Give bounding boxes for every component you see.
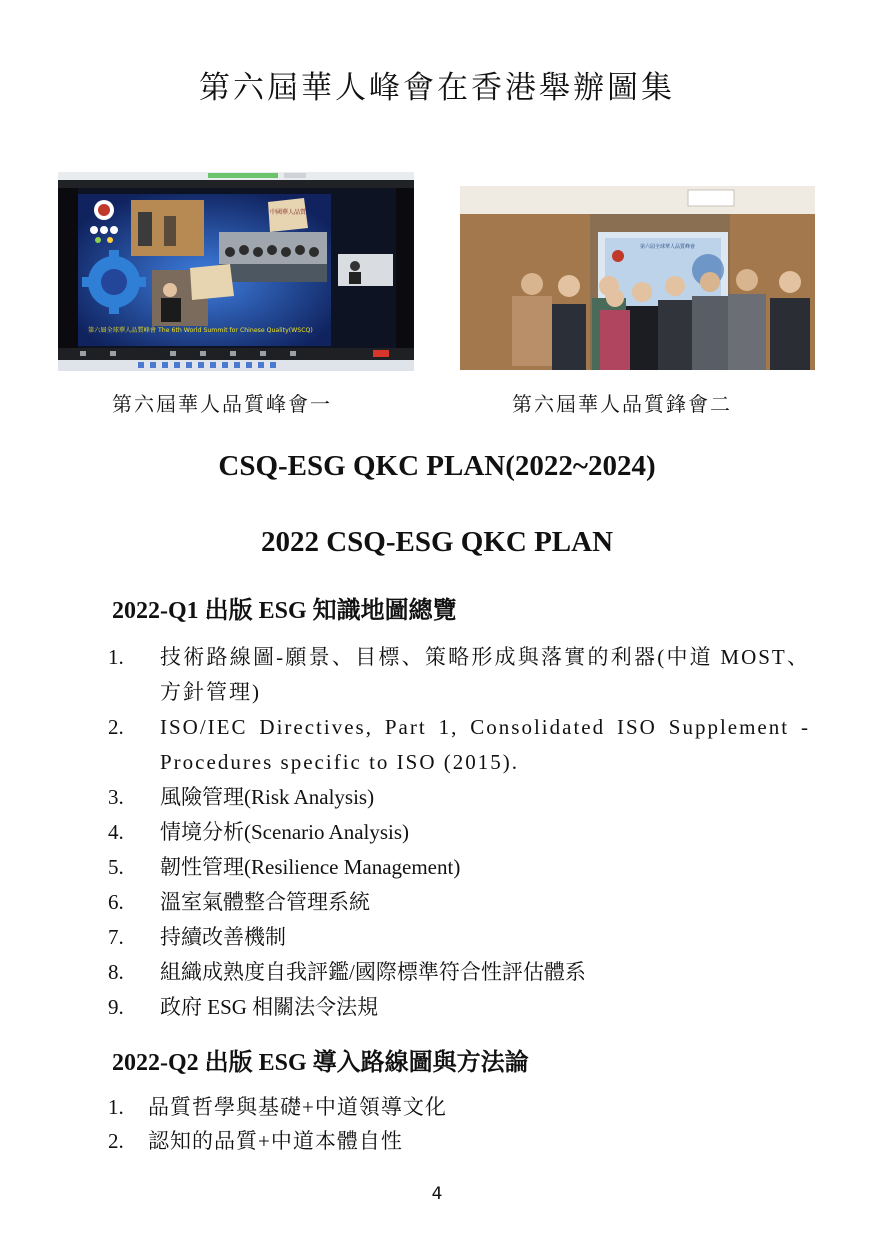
list-item-number: 1. [108, 1095, 124, 1119]
list-item-number: 2. [108, 715, 124, 739]
screen-text: 第六屆全球華人品質峰會 [640, 244, 696, 250]
list-item-number: 1. [108, 645, 124, 669]
list-item [108, 990, 810, 1025]
list-item [108, 920, 810, 955]
q2-heading: 2022-Q2 出版 ESG 導入路線圖與方法論 [112, 1050, 529, 1076]
group-photo-image [460, 186, 815, 370]
page-number: 4 [431, 1184, 443, 1204]
list-item [108, 815, 810, 850]
plan-range-heading: CSQ-ESG QKC PLAN(2022~2024) [218, 450, 656, 482]
list-item-text: 風險管理(Risk Analysis) [160, 785, 375, 809]
list-item-number: 9. [108, 995, 124, 1019]
list-item-number: 5. [108, 855, 124, 879]
list-item-text: ISO/IEC Directives, Part 1, Consolidated ISO Supplement - Procedures specific to ISO (2015). [160, 715, 810, 774]
list-item-text: 持續改善機制 [160, 925, 286, 949]
list-item [108, 780, 810, 815]
list-item-text: 認知的品質+中道本體自性 [148, 1129, 403, 1153]
q1-heading: 2022-Q1 出版 ESG 知識地圖總覽 [112, 598, 457, 624]
list-item-text: 品質哲學與基礎+中道領導文化 [148, 1095, 447, 1119]
list-item [108, 710, 810, 780]
list-item-number: 4. [108, 820, 124, 844]
list-item-text: 韌性管理(Resilience Management) [160, 855, 461, 879]
list-item [108, 885, 810, 920]
list-item-number: 2. [108, 1129, 124, 1153]
list-item-text: 溫室氣體整合管理系統 [160, 890, 370, 914]
list-item-text: 組織成熟度自我評鑑/國際標準符合性評估體系 [160, 960, 586, 984]
video-conference-image [58, 172, 414, 371]
figure-caption-1: 第六屆華人品質峰會一 [112, 392, 332, 416]
list-item-number: 8. [108, 960, 124, 984]
list-item-number: 7. [108, 925, 124, 949]
figure-caption-2: 第六屆華人品質鋒會二 [512, 392, 732, 416]
list-item [108, 640, 810, 710]
q1-list [108, 640, 810, 1025]
list-item [108, 850, 810, 885]
list-item-number: 6. [108, 890, 124, 914]
list-item [108, 955, 810, 990]
banner-text: 中國華人品質 [270, 209, 307, 216]
page-title: 第六屆華人峰會在香港舉辦圖集 [199, 70, 675, 106]
summit-photo-2 [460, 186, 815, 370]
list-item-number: 3. [108, 785, 124, 809]
list-item [108, 1090, 810, 1124]
summit-photo-1 [58, 172, 414, 371]
q2-list [108, 1090, 810, 1158]
list-item [108, 1124, 810, 1158]
list-item-text: 情境分析(Scenario Analysis) [160, 820, 410, 844]
list-item-text: 技術路線圖-願景、目標、策略形成與落實的利器(中道 MOST、方針管理) [160, 645, 810, 704]
summit-overlay-text: 第六屆全球華人品質峰會 The 6th World Summit for Chinese Quality(WSCQ) [88, 327, 313, 334]
list-item-text: 政府 ESG 相關法令法規 [160, 995, 379, 1019]
plan-year-heading: 2022 CSQ-ESG QKC PLAN [260, 526, 614, 558]
